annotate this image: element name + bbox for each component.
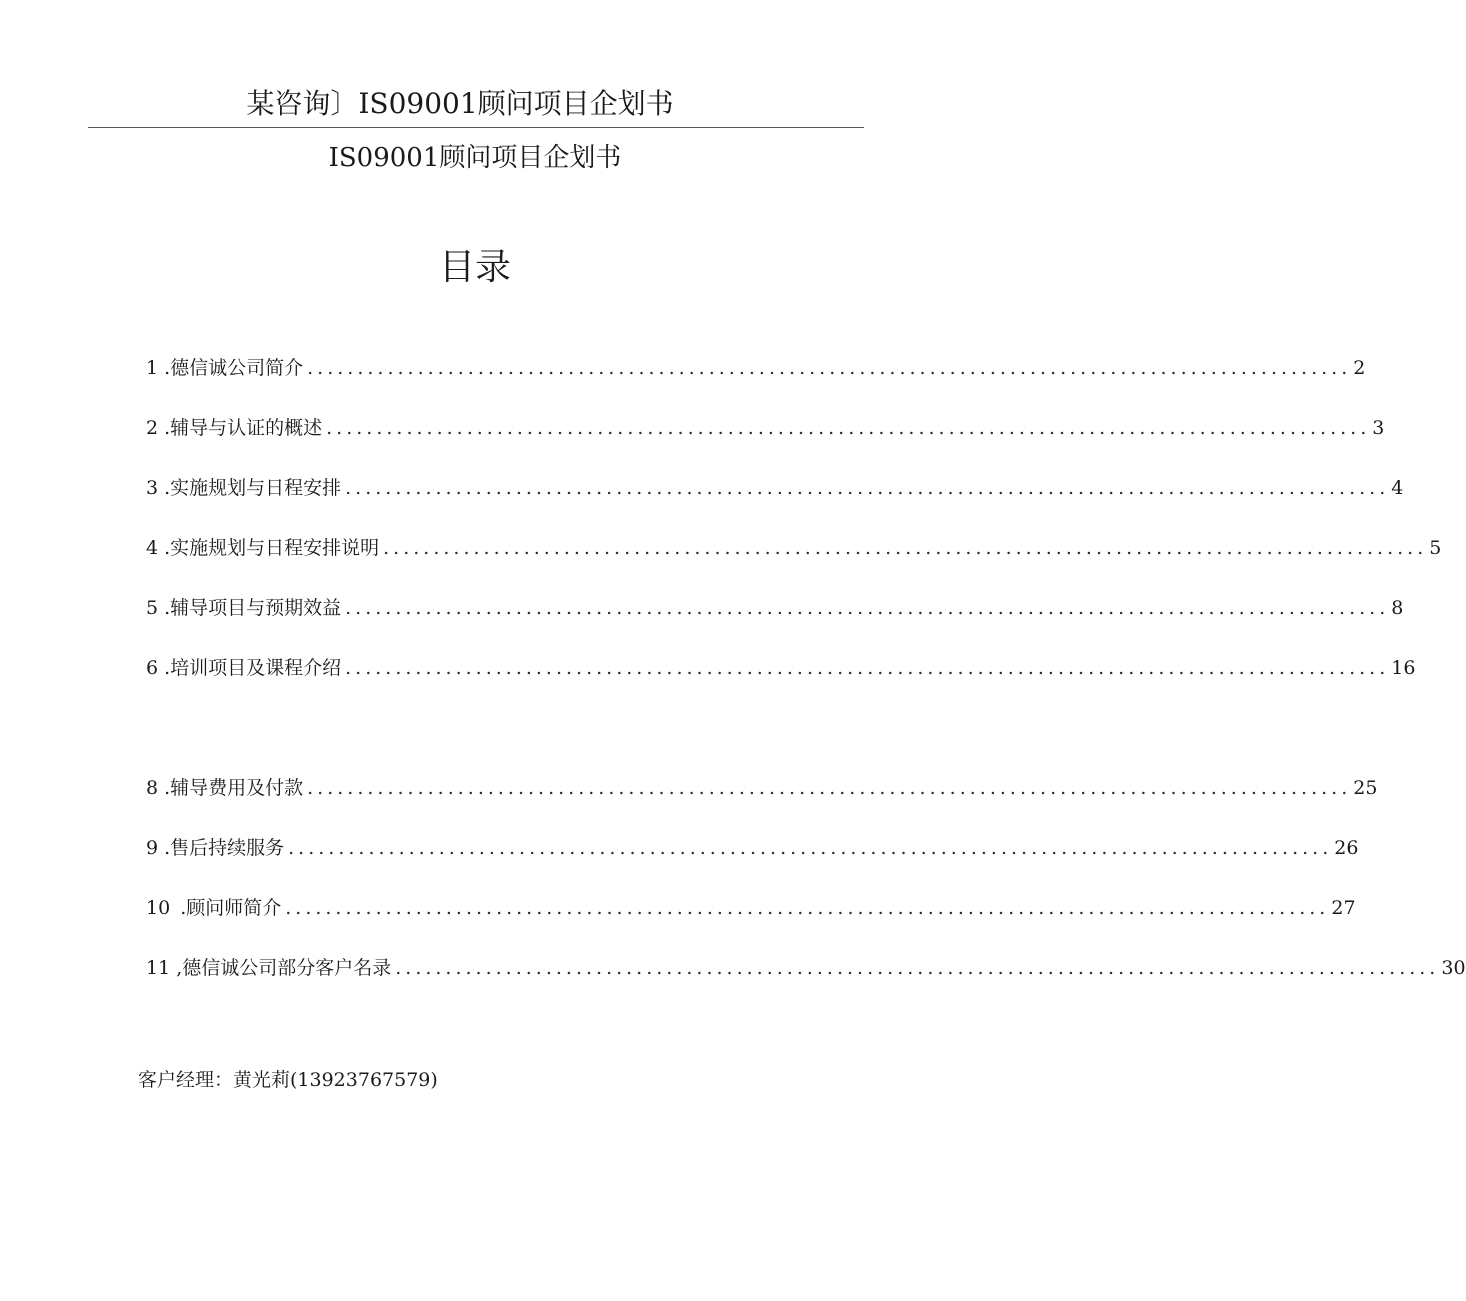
toc-leader-dots: ........................................................................................................: [288, 837, 1333, 859]
toc-leader-dots: ........................................................................................................: [383, 537, 1428, 559]
toc-item-label: .培训项目及课程介绍: [164, 657, 342, 679]
toc-item-label: .实施规划与日程安排说明: [164, 537, 380, 559]
toc-item-page: 3: [1372, 417, 1385, 439]
toc-heading: 目录: [438, 247, 511, 288]
toc-item-number: 6: [146, 657, 159, 679]
toc-item[interactable]: [146, 834, 1359, 862]
toc-leader-dots: ........................................................................................................: [345, 657, 1390, 679]
toc-item[interactable]: [146, 774, 1378, 802]
toc-item-page: 8: [1391, 597, 1404, 619]
toc-item[interactable]: [146, 594, 1404, 622]
toc-item-number: 11: [146, 957, 171, 979]
toc-leader-dots: ........................................................................................................: [345, 477, 1390, 499]
toc-leader-dots: ........................................................................................................: [285, 897, 1330, 919]
toc-item-page: 27: [1331, 897, 1356, 919]
toc-leader-dots: ........................................................................................................: [307, 357, 1352, 379]
toc-item[interactable]: [146, 654, 1416, 682]
toc-item-label: .实施规划与日程安排: [164, 477, 342, 499]
toc-item-label: .德信诚公司简介: [164, 357, 304, 379]
toc-item-page: 2: [1353, 357, 1366, 379]
toc-item-number: 9: [146, 837, 159, 859]
toc-leader-dots: ........................................................................................................: [395, 957, 1440, 979]
toc-item[interactable]: [146, 474, 1404, 502]
toc-item-page: 16: [1391, 657, 1416, 679]
header-divider: [88, 127, 864, 128]
toc-leader-dots: ........................................................................................................: [307, 777, 1352, 799]
toc-item-page: 4: [1391, 477, 1404, 499]
toc-item-label: ,德信诚公司部分客户名录: [176, 957, 392, 979]
toc-item-number: 2: [146, 417, 159, 439]
document-subtitle: IS09001顾问项目企划书: [328, 143, 622, 173]
toc-item-label: .顾问师简介: [180, 897, 282, 919]
toc-item-page: 26: [1334, 837, 1359, 859]
toc-item-number: 3: [146, 477, 159, 499]
toc-item-number: 8: [146, 777, 159, 799]
toc-item[interactable]: [146, 534, 1442, 562]
toc-item-label: .辅导费用及付款: [164, 777, 304, 799]
toc-item-page: 30: [1441, 957, 1466, 979]
toc-item-number: 5: [146, 597, 159, 619]
toc-leader-dots: ........................................................................................................: [345, 597, 1390, 619]
toc-item-number: 4: [146, 537, 159, 559]
toc-item-page: 5: [1429, 537, 1442, 559]
toc-item-number: 10: [146, 897, 171, 919]
toc-item[interactable]: [146, 354, 1366, 382]
toc-item-label: .辅导与认证的概述: [164, 417, 323, 439]
toc-item-label: .售后持续服务: [164, 837, 285, 859]
toc-item[interactable]: [146, 414, 1385, 442]
document-header-title: 某咨询〕IS09001顾问项目企划书: [246, 87, 674, 120]
toc-item-label: .辅导项目与预期效益: [164, 597, 342, 619]
toc-leader-dots: ........................................................................................................: [326, 417, 1371, 439]
toc-item[interactable]: [146, 894, 1356, 922]
toc-item-number: 1: [146, 357, 159, 379]
toc-item[interactable]: [146, 954, 1466, 982]
account-manager-contact: 客户经理：黄光莉(13923767579): [138, 1069, 438, 1091]
toc-item-page: 25: [1353, 777, 1378, 799]
